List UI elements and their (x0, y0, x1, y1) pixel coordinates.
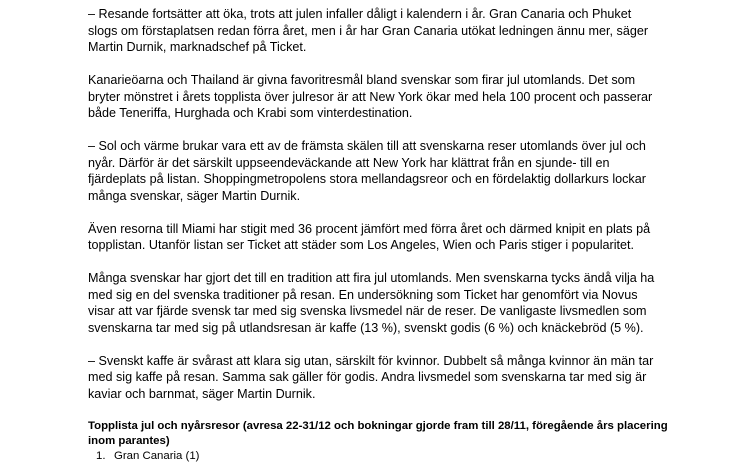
heading-line: Topplista jul och nyårsresor (avresa 22-31/12 och bokningar gjorde fram till 28/11, föregående års placering (88, 419, 668, 432)
paragraph-line: svenskarna tar med sig på utlandsresan är kaffe (13 %), svenskt godis (6 %) och knäckebröd (5 %). (88, 320, 644, 335)
paragraph-line: Kanarieöarna och Thailand är givna favoritresmål bland svenskar som firar jul utomlands. Det som (88, 73, 636, 87)
paragraph-line: nyår. Därför är det särskilt uppseendeväckande att New York har klättrat från en sjunde- till en (88, 155, 610, 170)
toplist (88, 449, 668, 463)
list-item-text: Gran Canaria (1) (114, 449, 200, 462)
paragraph-line: – Sol och värme brukar vara ett av de främsta skälen till att svenskarna reser utomlands över jul och (88, 139, 646, 153)
list-item (88, 449, 668, 463)
paragraph-line: med sig kaffe på resan. Samma sak gäller för godis. Andra livsmedel som svenskarna tar med sig är (88, 370, 647, 384)
document-page (88, 0, 668, 463)
paragraph-line: fjärdeplats på listan. Shoppingmetropolens stora mellandagsreor och en fördelaktig dollarkurs lockar (88, 172, 646, 186)
paragraph-line: – Resande fortsätter att öka, trots att julen infaller dåligt i kalendern i år. Gran Canaria och Phuket (88, 7, 632, 21)
paragraph-line: topplistan. Utanför listan ser Ticket att städer som Los Angeles, Wien och Paris stiger i popularitet. (88, 238, 634, 252)
paragraph-line: kaviar och barnmat, säger Martin Durnik. (88, 386, 316, 401)
heading-line: inom parantes) (88, 434, 170, 447)
paragraph-4 (88, 221, 668, 254)
paragraph-line: bryter mönstret i årets topplista över julresor är att New York ökar med hela 100 procent och passerar (88, 89, 653, 104)
paragraph-line: slogs om förstaplatsen redan förra året, men i år har Gran Canaria utökat ledningen ännu mer, säger (88, 23, 649, 38)
paragraph-line: Många svenskar har gjort det till en tradition att fira jul utomlands. Men svenskarna tycks ändå vilja ha (88, 271, 655, 285)
paragraph-line: – Svenskt kaffe är svårast att klara sig utan, särskilt för kvinnor. Dubbelt så många kvinnor än män tar (88, 353, 654, 368)
list-item-number: 1. (96, 449, 106, 462)
paragraph-line: både Teneriffa, Hurghada och Krabi som vinterdestination. (88, 106, 413, 120)
paragraph-line: Martin Durnik, marknadschef på Ticket. (88, 40, 307, 54)
paragraph-1 (88, 6, 668, 56)
paragraph-line: Även resorna till Miami har stigit med 36 procent jämfört med förra året och därmed knipit en plats på (88, 221, 651, 236)
paragraph-line: många svenskar, säger Martin Durnik. (88, 188, 301, 203)
paragraph-6 (88, 353, 668, 403)
paragraph-line: visar att var fjärde svensk tar med sig svenska livsmedel när de reser. De vanligaste livsmedlen som (88, 304, 647, 318)
paragraph-line: med sig en del svenska traditioner på resan. En undersökning som Ticket har genomfört via Novus (88, 287, 638, 302)
toplist-heading (88, 419, 668, 449)
paragraph-3 (88, 138, 668, 204)
paragraph-2 (88, 72, 668, 122)
paragraph-5 (88, 270, 668, 336)
